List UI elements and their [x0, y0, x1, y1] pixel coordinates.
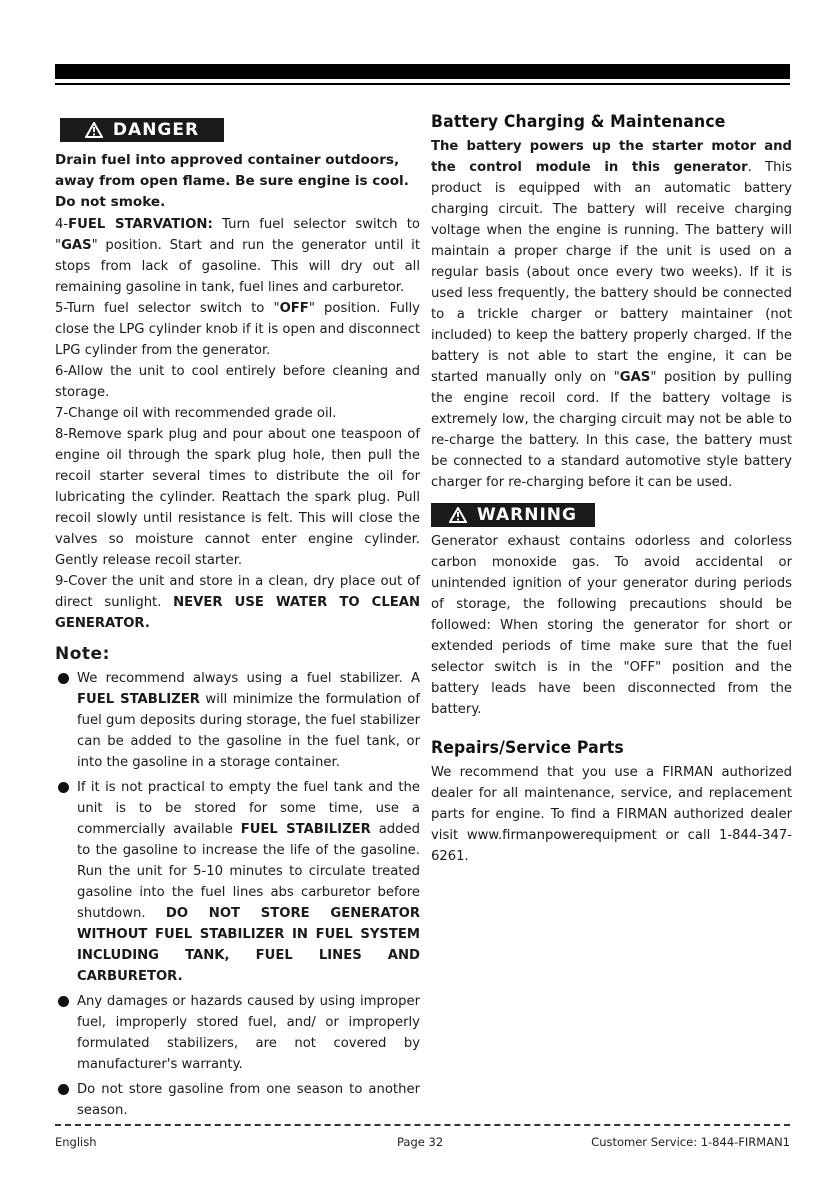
step-7: 7-Change oil with recommended grade oil.	[55, 406, 337, 421]
bullet-icon	[58, 782, 69, 793]
bullet-icon	[58, 673, 69, 684]
warning-badge	[431, 503, 595, 527]
repairs-paragraph: We recommend that you use a FIRMAN authorized dealer for all maintenance, service, and replacement parts for engine. To find a FIRMAN authorized dealer visit www.firmanpowerequipment or call 1-844-347-6261.	[431, 765, 792, 864]
step-5: 5-Turn fuel selector switch to "OFF" position. Fully close the LPG cylinder knob if it is open and disconnect LPG cylinder from the generator.	[55, 301, 421, 358]
danger-label: DANGER	[112, 120, 200, 140]
list-item: We recommend always using a fuel stabilizer. A FUEL STABLIZER will minimize the formulation of fuel gum deposits during storage, the fuel stabilizer can be added to the gasoline in the fuel tank, or into the gasoline in a storage container.	[55, 668, 420, 773]
warning-triangle-icon	[85, 122, 103, 138]
footer-rule	[55, 1124, 790, 1126]
right-column	[431, 112, 792, 867]
note-heading: Note:	[55, 644, 110, 664]
danger-badge	[60, 118, 224, 142]
footer-language: English	[55, 1135, 97, 1149]
list-item: Do not store gasoline from one season to another season.	[55, 1079, 420, 1121]
note-list	[55, 668, 420, 1121]
step-6: 6-Allow the unit to cool entirely before cleaning and storage.	[55, 364, 420, 400]
step-8: 8-Remove spark plug and pour about one teaspoon of engine oil through the spark plug hole, then pull the recoil starter several times to distribute the oil for lubricating the cylinder. Reattach the spark plug. Pull recoil slowly until resistance is felt. This will close the valves so moisture cannot enter engine cylinder. Gently release recoil starter.	[55, 427, 420, 568]
warning-label: WARNING	[477, 505, 577, 525]
customer-service: Customer Service: 1-844-FIRMAN1	[591, 1135, 790, 1149]
battery-paragraph: The battery powers up the starter motor and the control module in this generator. This product is equipped with an automatic battery charging circuit. The battery will receive charging voltage when the engine is running. The battery will maintain a proper charge if the unit is used on a regular basis (about once every two weeks). If it is used less frequently, the battery should be connected to a trickle charger or battery maintainer (not included) to keep the battery properly charged. If the battery is not able to start the engine, it can be started manually only on "GAS" position by pulling the engine recoil cord. If the battery voltage is extremely low, the charging circuit may not be able to re-charge the battery. In this case, the battery must be connected to a standard automotive style battery charger for re-charging before it can be used.	[431, 139, 793, 490]
left-column	[55, 118, 420, 1125]
step-4: 4-FUEL STARVATION: Turn fuel selector switch to "GAS" position. Start and run the generator until it stops from lack of gasoline. This will dry out all remaining gasoline in tank, fuel lines and carburetor.	[55, 217, 420, 295]
battery-heading: Battery Charging & Maintenance	[431, 112, 726, 132]
page-number: Page 32	[397, 1135, 444, 1149]
list-item: If it is not practical to empty the fuel tank and the unit is to be stored for some time, use a commercially available FUEL STABILIZER added to the gasoline to increase the life of the gasoline. Run the unit for 5-10 minutes to circulate treated gasoline into the fuel lines abs carburetor before shutdown. DO NOT STORE GENERATOR WITHOUT FUEL STABILIZER IN FUEL SYSTEM INCLUDING TANK, FUEL LINES AND CARBURETOR.	[55, 777, 420, 987]
danger-lead: Drain fuel into approved container outdoors, away from open flame. Be sure engine is cool. Do not smoke.	[55, 152, 409, 210]
warning-paragraph: Generator exhaust contains odorless and colorless carbon monoxide gas. To avoid accidental or unintended ignition of your generator during periods of storage, the following precautions should be followed: When storing the generator for short or extended periods of time make sure that the fuel selector switch is in the "OFF" position and the battery leads have been disconnected from the battery.	[431, 534, 792, 717]
repairs-heading: Repairs/Service Parts	[431, 738, 624, 758]
step-9: 9-Cover the unit and store in a clean, dry place out of direct sunlight. NEVER USE WATER TO CLEAN GENERATOR.	[55, 574, 421, 631]
header-rule	[55, 64, 790, 79]
bullet-icon	[58, 996, 69, 1007]
warning-triangle-icon	[449, 507, 467, 523]
bullet-icon	[58, 1084, 69, 1095]
list-item: Any damages or hazards caused by using improper fuel, improperly stored fuel, and/ or improperly formulated stabilizers, are not covered by manufacturer's warranty.	[55, 991, 420, 1075]
